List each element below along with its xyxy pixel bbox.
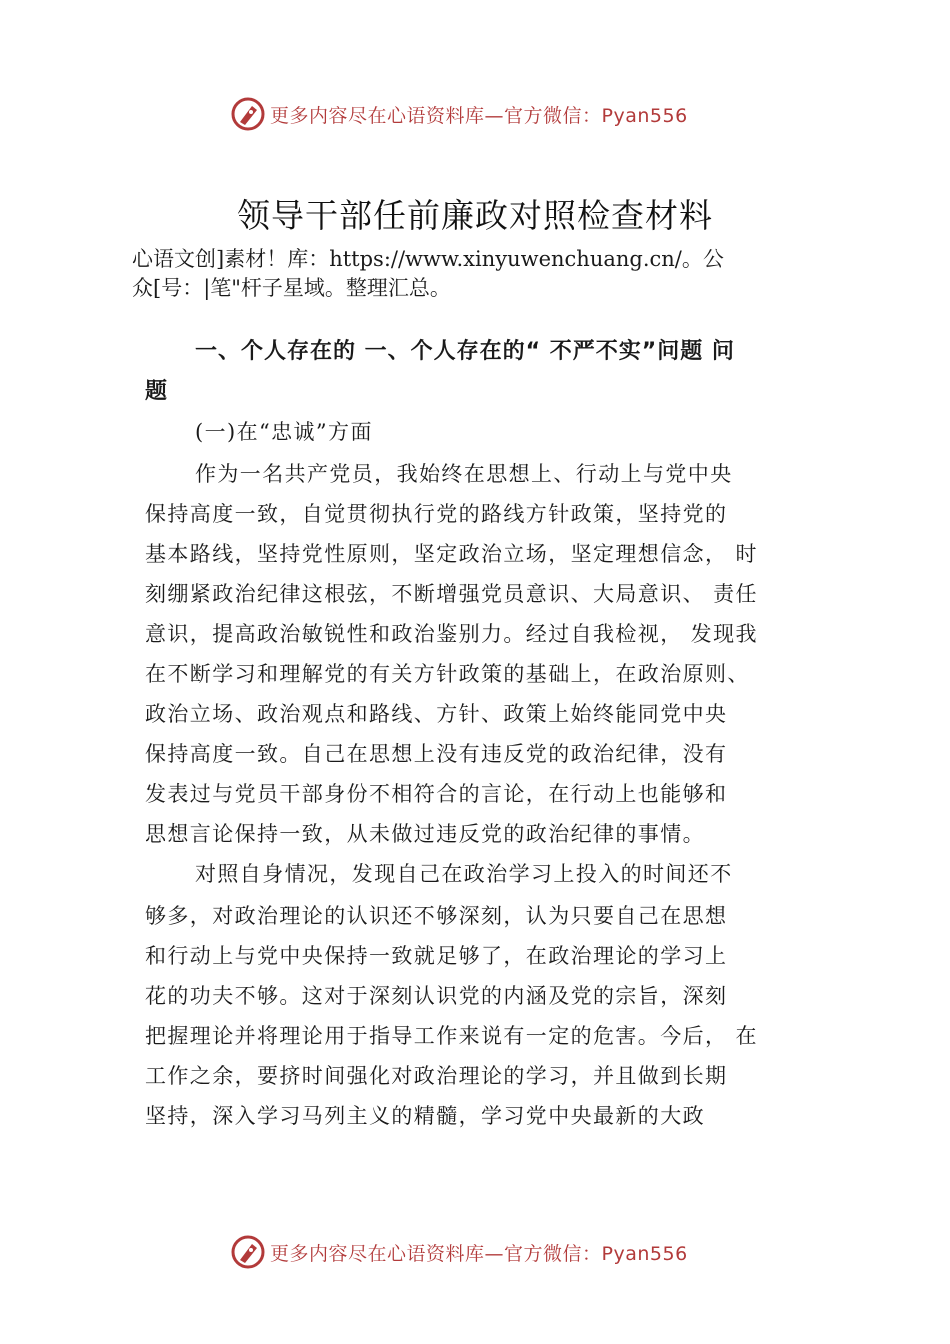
paragraph-2-line: 对照自身情况，发现自己在政治学习上投入的时间还不 <box>195 862 733 886</box>
paragraph-2-line: 把握理论并将理论用于指导工作来说有一定的危害。今后， 在 <box>145 1024 758 1048</box>
banner-text: 更多内容尽在心语资料库—官方微信：Pyan556 <box>270 104 688 127</box>
document-title: 领导干部任前廉政对照检查材料 <box>237 196 713 235</box>
pen-nib-logo-icon <box>230 96 266 132</box>
paragraph-1-line: 在不断学习和理解党的有关方针政策的基础上，在政治原则、 <box>145 662 750 686</box>
banner-text: 更多内容尽在心语资料库—官方微信：Pyan556 <box>270 1242 688 1265</box>
section-heading-continued: 题 <box>145 379 168 404</box>
paragraph-1-line: 作为一名共产党员，我始终在思想上、行动上与党中央 <box>195 462 733 486</box>
paragraph-1-line: 政治立场、政治观点和路线、方针、政策上始终能同党中央 <box>145 702 728 726</box>
paragraph-1-line: 刻绷紧政治纪律这根弦，不断增强党员意识、大局意识、 责任 <box>145 582 758 606</box>
paragraph-1-line: 发表过与党员干部身份不相符合的言论，在行动上也能够和 <box>145 782 728 806</box>
paragraph-2-line: 花的功夫不够。这对于深刻认识党的内涵及党的宗旨，深刻 <box>145 984 728 1008</box>
footer-banner <box>230 1232 750 1272</box>
paragraph-2-line: 和行动上与党中央保持一致就足够了，在政治理论的学习上 <box>145 944 728 968</box>
subsection-heading: (一)在“忠诚”方面 <box>195 420 373 444</box>
paragraph-1-line: 思想言论保持一致，从未做过违反党的政治纪律的事情。 <box>145 822 705 846</box>
paragraph-2-line: 够多，对政治理论的认识还不够深刻，认为只要自己在思想 <box>145 904 728 928</box>
paragraph-1-line: 保持高度一致，自觉贯彻执行党的路线方针政策，坚持党的 <box>145 502 728 526</box>
header-banner <box>230 94 750 134</box>
watermark-line-2: 众[号：|笔"杆子星域。整理汇总。 <box>132 276 451 300</box>
section-heading: 一、个人存在的 一、个人存在的“ 不严不实”问题 问 <box>195 339 735 364</box>
watermark-line-1: 心语文创]素材！库：https://www.xinyuwenchuang.cn/。公 <box>132 247 724 271</box>
pen-nib-logo-icon <box>230 1234 266 1270</box>
paragraph-1-line: 保持高度一致。自己在思想上没有违反党的政治纪律，没有 <box>145 742 728 766</box>
paragraph-1-line: 意识，提高政治敏锐性和政治鉴别力。经过自我检视， 发现我 <box>145 622 758 646</box>
paragraph-2-line: 工作之余，要挤时间强化对政治理论的学习，并且做到长期 <box>145 1064 728 1088</box>
paragraph-1-line: 基本路线，坚持党性原则，坚定政治立场，坚定理想信念， 时 <box>145 542 758 566</box>
paragraph-2-line: 坚持，深入学习马列主义的精髓，学习党中央最新的大政 <box>145 1104 705 1128</box>
